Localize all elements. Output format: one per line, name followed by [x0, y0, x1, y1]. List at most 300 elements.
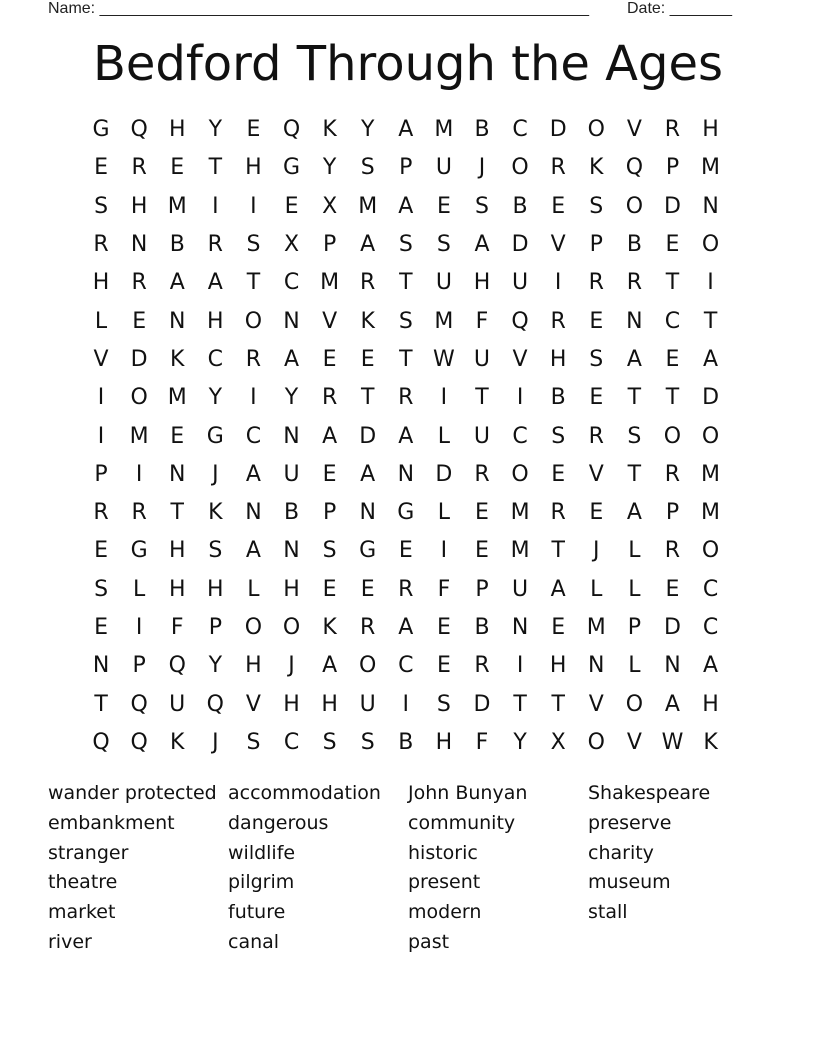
grid-letter: A	[398, 423, 414, 449]
grid-letter: M	[701, 500, 721, 526]
grid-letter: M	[434, 117, 454, 143]
grid-letter: B	[474, 615, 490, 640]
grid-letter: A	[169, 270, 185, 296]
grid-row	[82, 532, 730, 570]
grid-letter: L	[437, 423, 451, 449]
grid-letter: G	[130, 538, 148, 564]
grid-letter: D	[549, 117, 567, 143]
word-list-item: present	[408, 871, 481, 894]
grid-letter: N	[397, 461, 415, 487]
grid-letter: E	[284, 193, 299, 219]
word-list-item: museum	[588, 871, 671, 894]
grid-letter: D	[702, 385, 720, 411]
grid-row	[82, 188, 730, 226]
grid-letter: U	[473, 346, 491, 372]
grid-letter: L	[94, 308, 108, 334]
grid-letter: E	[360, 346, 375, 372]
grid-letter: D	[663, 615, 681, 640]
grid-letter: L	[133, 576, 146, 602]
grid-letter: R	[360, 270, 376, 296]
grid-letter: U	[512, 576, 529, 602]
grid-letter: S	[360, 155, 375, 181]
grid-letter: D	[435, 461, 453, 487]
grid-letter: T	[551, 691, 565, 717]
grid-letter: I	[250, 385, 257, 411]
grid-letter: T	[170, 500, 184, 526]
grid-letter: K	[322, 615, 337, 640]
grid-letter: E	[665, 346, 680, 372]
grid-letter: O	[511, 155, 529, 181]
grid-letter: I	[250, 193, 257, 219]
grid-letter: B	[474, 117, 490, 143]
grid-letter: C	[398, 653, 414, 679]
grid-letter: C	[283, 729, 300, 755]
grid-row	[82, 609, 730, 647]
grid-letter: R	[664, 461, 681, 487]
word-list-item: stall	[588, 901, 628, 924]
grid-letter: S	[589, 193, 604, 219]
grid-letter: G	[92, 117, 110, 143]
grid-letter: U	[435, 270, 452, 296]
grid-letter: U	[169, 691, 186, 717]
grid-letter: N	[283, 423, 300, 449]
grid-letter: M	[129, 423, 149, 449]
grid-letter: Y	[284, 385, 299, 411]
grid-letter: K	[170, 729, 185, 755]
grid-letter: Q	[130, 691, 148, 717]
grid-letter: T	[627, 461, 642, 487]
grid-letter: M	[586, 615, 606, 640]
grid-letter: I	[97, 385, 105, 411]
grid-letter: I	[135, 461, 143, 487]
grid-letter: S	[94, 193, 109, 219]
grid-letter: E	[436, 193, 451, 219]
grid-letter: P	[132, 653, 146, 679]
grid-letter: M	[701, 155, 721, 181]
grid-letter: S	[322, 729, 337, 755]
grid-letter: P	[475, 576, 489, 602]
grid-letter: H	[702, 691, 719, 717]
grid-letter: I	[516, 385, 524, 411]
word-list-item: stranger	[48, 841, 129, 864]
grid-row	[82, 264, 730, 302]
grid-letter: L	[628, 653, 641, 679]
grid-letter: R	[626, 270, 642, 296]
letter-grid	[82, 111, 730, 762]
grid-letter: E	[170, 155, 185, 181]
grid-letter: E	[322, 461, 337, 487]
grid-letter: B	[283, 500, 300, 526]
grid-letter: A	[398, 117, 414, 143]
grid-letter: R	[550, 155, 566, 181]
grid-letter: R	[588, 423, 604, 449]
grid-letter: R	[664, 538, 681, 564]
grid-letter: E	[589, 500, 604, 526]
grid-letter: T	[208, 155, 223, 181]
grid-letter: B	[512, 193, 528, 219]
grid-letter: R	[131, 500, 147, 526]
grid-letter: U	[473, 423, 491, 449]
grid-letter: G	[206, 423, 224, 449]
grid-letter: H	[473, 270, 491, 296]
grid-letter: E	[551, 461, 566, 487]
grid-letter: A	[398, 193, 414, 219]
grid-letter: R	[550, 500, 566, 526]
grid-letter: W	[433, 346, 455, 372]
grid-letter: J	[593, 538, 600, 564]
grid-letter: K	[360, 308, 375, 334]
grid-letter: C	[702, 576, 719, 602]
word-list-item: historic	[408, 841, 478, 864]
grid-letter: P	[627, 615, 641, 640]
grid-letter: Q	[92, 729, 110, 755]
grid-letter: O	[625, 193, 644, 219]
grid-letter: R	[398, 385, 414, 411]
grid-letter: S	[322, 538, 337, 564]
grid-letter: A	[322, 653, 338, 679]
word-list-item: market	[48, 901, 116, 924]
grid-letter: R	[93, 500, 109, 526]
grid-letter: Q	[206, 691, 224, 717]
grid-letter: Q	[168, 653, 186, 679]
grid-letter: N	[169, 308, 186, 334]
grid-row	[82, 379, 730, 417]
grid-letter: B	[626, 232, 642, 258]
grid-row	[82, 302, 730, 340]
grid-letter: F	[475, 729, 489, 755]
grid-letter: O	[359, 653, 377, 679]
grid-letter: E	[322, 576, 337, 602]
word-list-item: accommodation	[228, 782, 381, 804]
grid-letter: M	[320, 270, 340, 296]
grid-letter: T	[703, 308, 718, 334]
grid-letter: P	[94, 461, 108, 487]
grid-letter: N	[702, 193, 719, 219]
grid-letter: A	[550, 576, 566, 602]
grid-letter: H	[168, 576, 186, 602]
grid-letter: H	[168, 117, 186, 143]
grid-letter: H	[207, 308, 224, 334]
grid-letter: S	[436, 232, 451, 258]
grid-letter: I	[554, 270, 562, 296]
grid-letter: E	[94, 155, 108, 181]
grid-letter: R	[474, 461, 490, 487]
grid-letter: E	[551, 193, 566, 219]
grid-letter: E	[436, 615, 451, 640]
word-list-item: dangerous	[228, 811, 329, 834]
word-list-item: community	[408, 811, 516, 834]
word-list-item: wander protected	[48, 782, 217, 804]
grid-letter: F	[170, 615, 184, 640]
grid-letter: S	[398, 232, 413, 258]
grid-letter: T	[360, 385, 375, 411]
grid-letter: A	[360, 232, 376, 258]
grid-letter: S	[246, 232, 261, 258]
grid-letter: H	[435, 729, 453, 755]
grid-letter: M	[434, 308, 454, 334]
grid-letter: Y	[513, 729, 527, 755]
grid-letter: T	[399, 346, 413, 372]
word-list-item: past	[408, 930, 450, 953]
grid-letter: V	[93, 346, 109, 372]
grid-letter: M	[701, 461, 721, 487]
grid-letter: Y	[208, 653, 223, 679]
grid-letter: M	[167, 193, 187, 219]
grid-letter: R	[474, 653, 490, 679]
grid-letter: A	[245, 461, 261, 487]
grid-letter: A	[283, 346, 300, 372]
grid-letter: E	[589, 385, 604, 411]
grid-letter: H	[549, 653, 567, 679]
grid-letter: E	[246, 117, 261, 143]
grid-row	[82, 226, 730, 264]
grid-letter: S	[246, 729, 261, 755]
word-list-item: John Bunyan	[408, 782, 528, 804]
grid-letter: R	[245, 346, 262, 372]
grid-letter: L	[247, 576, 260, 602]
grid-letter: X	[322, 193, 338, 219]
grid-letter: N	[664, 653, 681, 679]
grid-letter: A	[626, 346, 642, 372]
grid-letter: D	[130, 346, 148, 372]
grid-letter: S	[94, 576, 109, 602]
grid-letter: R	[207, 232, 223, 258]
grid-letter: V	[245, 691, 261, 717]
grid-letter: R	[664, 117, 681, 143]
page-title: Bedford Through the Ages	[92, 36, 724, 92]
grid-letter: P	[322, 500, 337, 526]
grid-letter: T	[665, 385, 680, 411]
grid-letter: O	[663, 423, 682, 449]
grid-letter: G	[397, 500, 415, 526]
grid-letter: O	[511, 461, 529, 487]
grid-letter: R	[93, 232, 109, 258]
grid-letter: C	[245, 423, 262, 449]
grid-letter: H	[702, 117, 719, 143]
grid-row	[82, 111, 730, 149]
grid-letter: N	[92, 653, 110, 679]
word-list-item: wildlife	[228, 841, 296, 864]
grid-letter: S	[589, 346, 604, 372]
grid-row	[82, 685, 730, 723]
grid-letter: O	[244, 615, 263, 640]
grid-row	[82, 149, 730, 187]
grid-letter: E	[665, 232, 680, 258]
grid-letter: Q	[130, 729, 148, 755]
grid-letter: R	[321, 385, 338, 411]
grid-letter: O	[282, 615, 301, 640]
grid-letter: A	[398, 615, 414, 640]
grid-letter: D	[473, 691, 491, 717]
word-list-item: pilgrim	[228, 871, 295, 894]
grid-letter: H	[549, 346, 567, 372]
grid-letter: H	[283, 691, 300, 717]
grid-row	[82, 571, 730, 609]
grid-row	[82, 456, 730, 494]
header	[48, 0, 748, 20]
grid-letter: E	[170, 423, 185, 449]
grid-letter: H	[245, 653, 262, 679]
grid-letter: P	[589, 232, 603, 258]
grid-letter: S	[627, 423, 642, 449]
grid-letter: V	[588, 461, 604, 487]
grid-letter: E	[475, 500, 489, 526]
grid-letter: H	[168, 538, 186, 564]
grid-letter: G	[359, 538, 377, 564]
grid-letter: C	[207, 346, 224, 372]
grid-letter: M	[358, 193, 378, 219]
grid-letter: J	[212, 461, 219, 487]
grid-row	[82, 417, 730, 455]
grid-letter: T	[399, 270, 413, 296]
grid-letter: T	[665, 270, 680, 296]
grid-letter: B	[550, 385, 566, 411]
grid-letter: S	[208, 538, 223, 564]
grid-letter: H	[321, 691, 338, 717]
grid-letter: R	[588, 270, 604, 296]
grid-letter: O	[701, 423, 720, 449]
grid-letter: E	[589, 308, 604, 334]
grid-letter: A	[474, 232, 490, 258]
grid-letter: P	[322, 232, 337, 258]
date-field[interactable]: Date: _______	[627, 0, 732, 17]
grid-letter: A	[245, 538, 261, 564]
grid-letter: V	[626, 729, 642, 755]
grid-letter: C	[702, 615, 719, 640]
grid-letter: Q	[511, 308, 529, 334]
grid-letter: A	[207, 270, 223, 296]
grid-letter: P	[399, 155, 413, 181]
grid-letter: K	[170, 346, 185, 372]
grid-letter: N	[130, 232, 148, 258]
grid-letter: I	[97, 423, 105, 449]
grid-letter: E	[322, 346, 337, 372]
grid-letter: V	[512, 346, 528, 372]
grid-row	[82, 494, 730, 532]
grid-letter: M	[510, 500, 530, 526]
grid-letter: O	[130, 385, 148, 411]
grid-letter: A	[322, 423, 338, 449]
grid-letter: V	[588, 691, 604, 717]
grid-letter: F	[437, 576, 451, 602]
grid-letter: T	[513, 691, 527, 717]
grid-row	[82, 341, 730, 379]
grid-letter: I	[212, 193, 219, 219]
grid-letter: C	[512, 117, 528, 143]
grid-letter: Q	[282, 117, 301, 143]
grid-letter: A	[703, 653, 719, 679]
grid-letter: S	[436, 691, 451, 717]
grid-letter: D	[359, 423, 377, 449]
word-list-item: future	[228, 901, 286, 924]
word-list-item: Shakespeare	[588, 782, 711, 804]
grid-letter: I	[135, 615, 143, 640]
grid-letter: K	[322, 117, 337, 143]
grid-letter: B	[169, 232, 185, 258]
grid-letter: F	[475, 308, 489, 334]
grid-letter: M	[167, 385, 187, 411]
grid-letter: E	[94, 538, 108, 564]
grid-letter: K	[208, 500, 223, 526]
grid-letter: U	[512, 270, 529, 296]
grid-letter: E	[436, 653, 451, 679]
grid-letter: O	[587, 729, 605, 755]
grid-letter: J	[212, 729, 219, 755]
grid-letter: M	[510, 538, 530, 564]
grid-letter: H	[130, 193, 148, 219]
grid-letter: V	[626, 117, 642, 143]
grid-letter: L	[437, 500, 451, 526]
grid-letter: T	[551, 538, 565, 564]
grid-letter: R	[360, 615, 376, 640]
grid-letter: I	[440, 538, 448, 564]
grid-letter: Y	[360, 117, 375, 143]
grid-letter: H	[283, 576, 300, 602]
grid-letter: P	[208, 615, 222, 640]
grid-letter: J	[288, 653, 295, 679]
grid-letter: N	[169, 461, 186, 487]
grid-letter: N	[245, 500, 262, 526]
grid-letter: Y	[208, 385, 223, 411]
grid-letter: S	[551, 423, 566, 449]
word-list-item: modern	[408, 901, 482, 924]
grid-letter: R	[131, 155, 147, 181]
grid-letter: V	[550, 232, 566, 258]
grid-letter: E	[398, 538, 413, 564]
grid-letter: I	[707, 270, 714, 296]
grid-letter: A	[626, 500, 642, 526]
grid-letter: A	[664, 691, 680, 717]
grid-letter: E	[360, 576, 375, 602]
grid-letter: R	[550, 308, 566, 334]
grid-letter: A	[360, 461, 376, 487]
grid-letter: N	[283, 538, 300, 564]
grid-letter: C	[512, 423, 528, 449]
grid-letter: N	[359, 500, 376, 526]
grid-letter: S	[360, 729, 375, 755]
name-field[interactable]: Name: _______________________________________________________	[48, 0, 589, 17]
grid-letter: X	[283, 232, 300, 258]
grid-letter: E	[94, 615, 108, 640]
grid-letter: I	[402, 691, 410, 717]
grid-letter: A	[703, 346, 719, 372]
grid-letter: X	[550, 729, 566, 755]
grid-letter: L	[628, 576, 641, 602]
grid-letter: E	[132, 308, 147, 334]
word-list-item: river	[48, 930, 92, 953]
grid-letter: H	[245, 155, 262, 181]
grid-letter: L	[590, 576, 603, 602]
grid-letter: N	[283, 308, 300, 334]
grid-letter: R	[131, 270, 147, 296]
grid-letter: D	[663, 193, 681, 219]
word-list-item: theatre	[48, 871, 118, 894]
grid-letter: I	[516, 653, 524, 679]
grid-letter: T	[475, 385, 489, 411]
word-list-item: charity	[588, 841, 654, 864]
grid-letter: D	[511, 232, 529, 258]
grid-letter: S	[475, 193, 489, 219]
grid-letter: I	[440, 385, 448, 411]
word-list-item: canal	[228, 930, 280, 953]
grid-letter: V	[322, 308, 338, 334]
grid-letter: Y	[322, 155, 337, 181]
grid-letter: C	[283, 270, 300, 296]
grid-letter: Q	[130, 117, 148, 143]
grid-letter: U	[283, 461, 300, 487]
grid-letter: T	[627, 385, 642, 411]
grid-letter: Y	[208, 117, 223, 143]
